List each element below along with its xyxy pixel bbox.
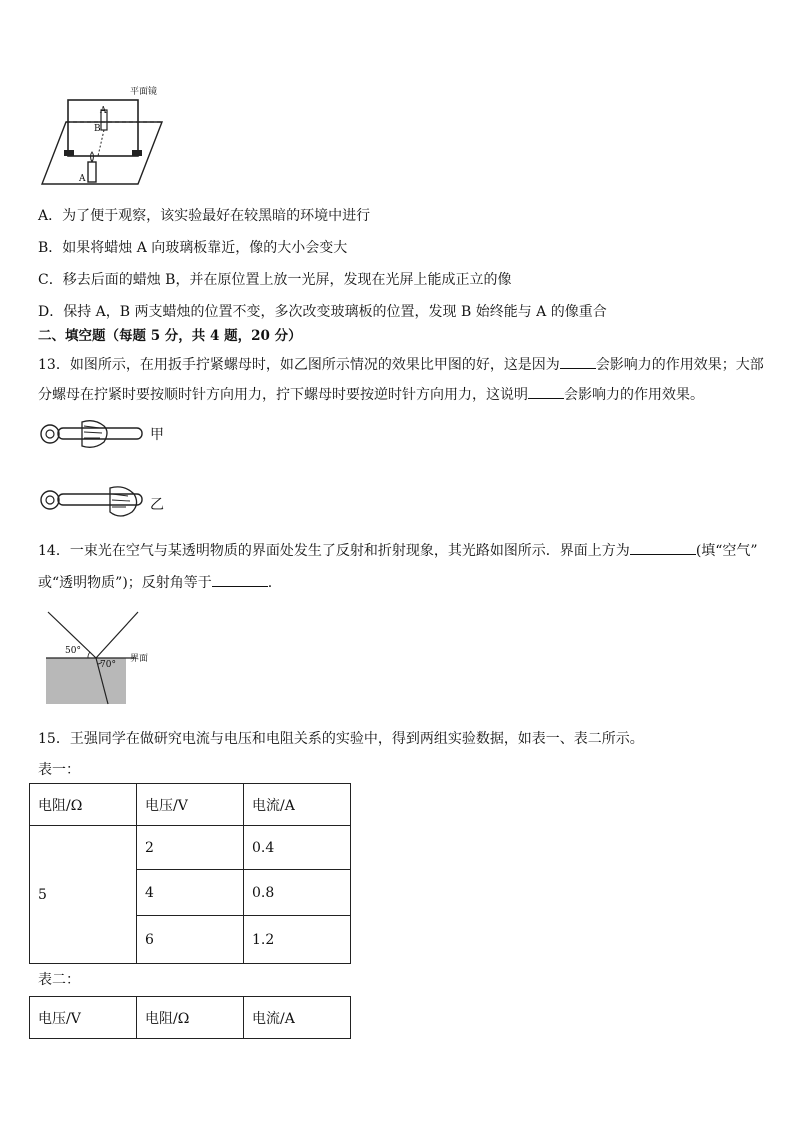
q14-line2-post: . [267, 575, 273, 591]
option-a: A．为了便于观察，该实验最好在较黑暗的环境中进行 [38, 208, 371, 224]
table2-header-current: 电流/A [244, 997, 351, 1039]
interface-label: 界面 [130, 654, 149, 664]
table1-voltage-3: 6 [137, 916, 244, 964]
section-title: 二、填空题（每题 5 分，共 4 题，20 分） [38, 328, 302, 344]
table1-header-resistance: 电阻/Ω [30, 784, 137, 826]
q14-line2 [38, 572, 272, 593]
table-1 [29, 783, 351, 964]
q13-line2-pre: 分螺母在拧紧时要按顺时针方向用力，拧下螺母时要按逆时针方向用力，这说明 [38, 387, 528, 403]
table2-header-resistance: 电阻/Ω [137, 997, 244, 1039]
table1-header-current: 电流/A [244, 784, 351, 826]
light-path-figure [40, 608, 170, 708]
angle-50: 50° [65, 646, 81, 656]
wrench-figure-jia [38, 414, 168, 454]
q13-line1 [38, 354, 764, 375]
q14-line2-pre: 或“透明物质”)；反射角等于 [38, 575, 212, 591]
table1-current-2: 0.8 [244, 870, 351, 916]
table1-header-voltage: 电压/V [137, 784, 244, 826]
wrench-yi-diagram [38, 480, 148, 524]
q13-blank-1[interactable] [560, 354, 596, 369]
q13-line2 [38, 384, 704, 405]
q13-blank-2[interactable] [528, 384, 564, 399]
table1-voltage-1: 2 [137, 826, 244, 870]
q14-blank-1[interactable] [630, 540, 696, 555]
table1-resistance-cell: 5 [30, 826, 137, 964]
mirror-label-b: B [94, 124, 101, 134]
light-path-diagram [40, 608, 170, 708]
q13-line1-pre: 13．如图所示，在用扳手拧紧螺母时，如乙图所示情况的效果比甲图的好，这是因为 [38, 357, 560, 373]
table1-voltage-2: 4 [137, 870, 244, 916]
plane-mirror-diagram [38, 84, 168, 190]
option-b: B．如果将蜡烛 A 向玻璃板靠近，像的大小会变大 [38, 240, 348, 256]
q14-line1 [38, 540, 758, 561]
mirror-label-a-top: A [100, 106, 107, 116]
q14-line1-post: (填“空气” [695, 543, 758, 559]
table1-current-3: 1.2 [244, 916, 351, 964]
wrench-figure-yi [38, 480, 168, 524]
plane-mirror-figure [38, 84, 168, 190]
option-d: D．保持 A，B 两支蜡烛的位置不变，多次改变玻璃板的位置，发现 B 始终能与 A 的像重合 [38, 304, 607, 320]
angle-70: 70° [100, 660, 116, 670]
table1-title: 表一： [38, 762, 80, 778]
q14-blank-2[interactable] [212, 572, 268, 587]
q13-line1-post: 会影响力的作用效果；大部 [595, 357, 764, 373]
q15-text: 15．王强同学在做研究电流与电压和电阻关系的实验中，得到两组实验数据，如表一、表二所示。 [38, 731, 644, 747]
table-2 [29, 996, 351, 1039]
table1-current-1: 0.4 [244, 826, 351, 870]
label-yi: 乙 [150, 497, 164, 513]
mirror-label-a-bottom: A [79, 174, 86, 184]
table2-title: 表二： [38, 972, 80, 988]
mirror-label: 平面镜 [130, 87, 158, 97]
option-c: C．移去后面的蜡烛 B，并在原位置上放一光屏，发现在光屏上能成正立的像 [38, 272, 512, 288]
wrench-jia-diagram [38, 414, 148, 454]
q14-line1-pre: 14．一束光在空气与某透明物质的界面处发生了反射和折射现象，其光路如图所示．界面上方为 [38, 543, 630, 559]
q13-line2-post: 会影响力的作用效果。 [564, 387, 704, 403]
table2-header-voltage: 电压/V [30, 997, 137, 1039]
label-jia: 甲 [150, 427, 164, 443]
